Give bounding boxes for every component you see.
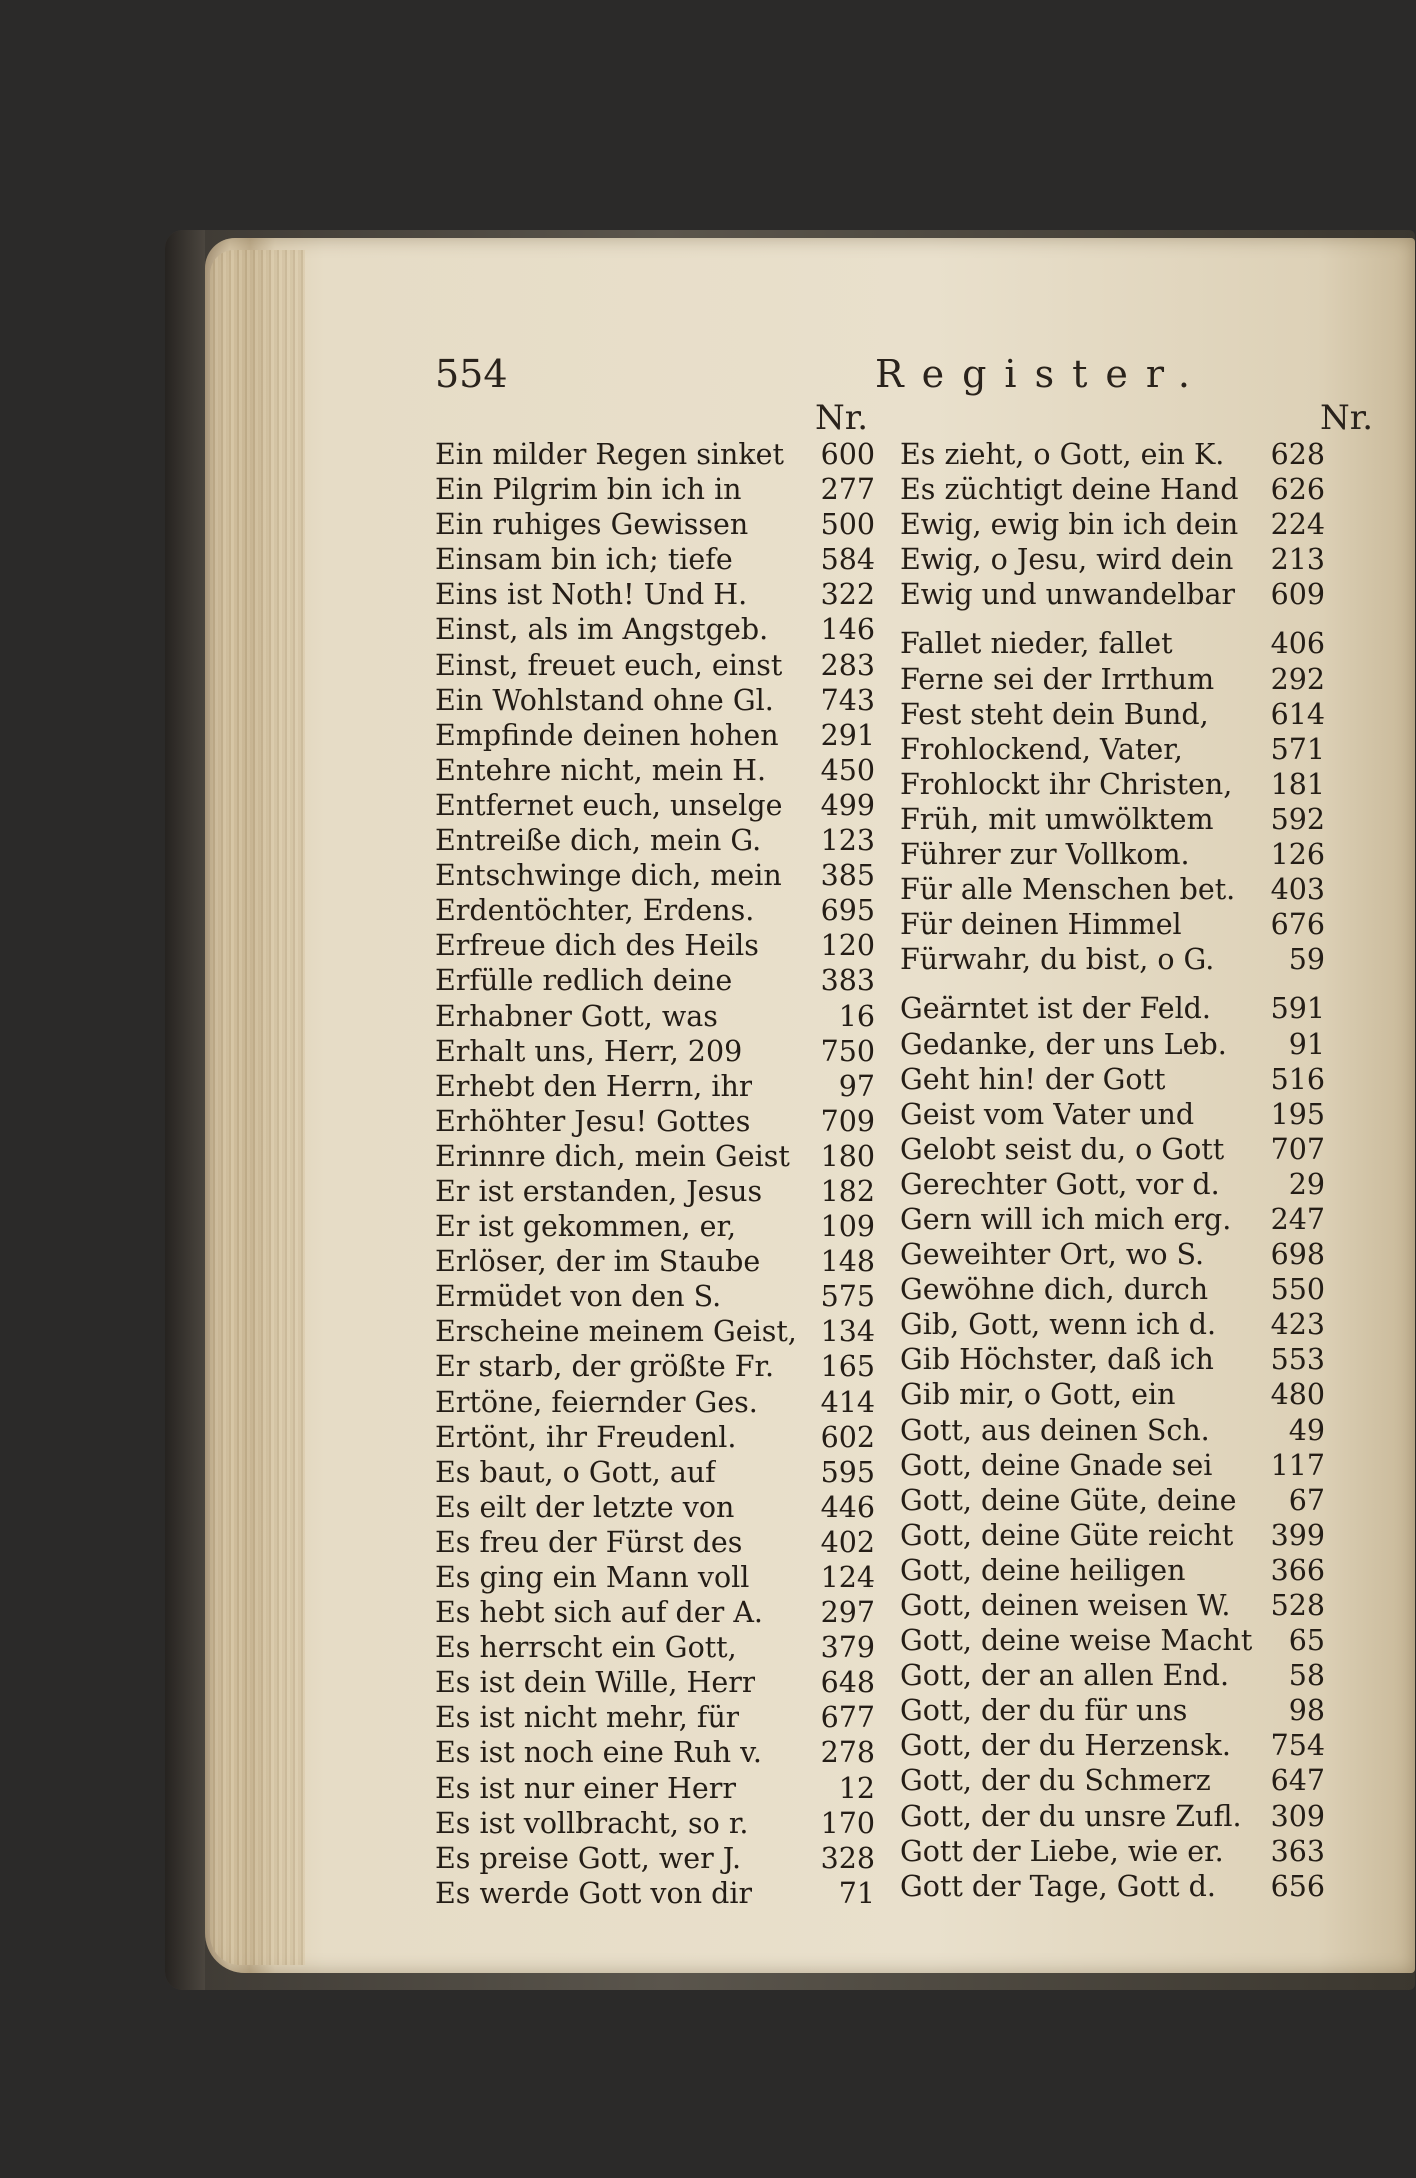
entry-number: 709 <box>820 1104 875 1138</box>
index-entry <box>435 754 875 789</box>
index-entry <box>900 1484 1325 1519</box>
entry-title: Einst, freuet euch, einst <box>435 648 783 682</box>
entry-number: 247 <box>1270 1202 1325 1236</box>
entry-title: Gewöhne dich, durch <box>900 1273 1209 1307</box>
index-entry <box>435 1386 875 1421</box>
entry-number: 677 <box>820 1701 875 1735</box>
index-entry <box>900 838 1325 873</box>
entry-title: Ferne sei der Irrthum <box>900 662 1215 696</box>
entry-number: 297 <box>820 1596 875 1630</box>
index-entry <box>900 698 1325 733</box>
entry-number: 647 <box>1270 1764 1325 1798</box>
index-entry <box>435 508 875 543</box>
index-entry <box>435 1210 875 1245</box>
index-entry <box>900 992 1325 1027</box>
entry-number: 322 <box>820 578 875 612</box>
index-entry <box>900 733 1325 768</box>
entry-number: 182 <box>820 1174 875 1208</box>
entry-title: Gott, deine weise Macht <box>900 1624 1253 1658</box>
entry-title: Gib Höchster, daß ich <box>900 1343 1214 1377</box>
entry-title: Es baut, o Gott, auf <box>435 1455 716 1489</box>
index-entry <box>435 789 875 824</box>
entry-title: Ein Wohlstand ohne Gl. <box>435 683 774 717</box>
index-entry <box>435 719 875 754</box>
entry-title: Ermüdet von den S. <box>435 1280 722 1314</box>
entry-number: 170 <box>820 1806 875 1840</box>
entry-title: Es ist noch eine Ruh v. <box>435 1736 762 1770</box>
entry-title: Erhöhter Jesu! Gottes <box>435 1104 751 1138</box>
entry-title: Ein Pilgrim bin ich in <box>435 473 742 507</box>
entry-number: 406 <box>1270 627 1325 661</box>
entry-title: Es werde Gott von dir <box>435 1876 753 1910</box>
entry-title: Gott, der an allen End. <box>900 1659 1230 1693</box>
entry-title: Es ging ein Mann voll <box>435 1561 750 1594</box>
entry-number: 516 <box>1270 1062 1325 1096</box>
page-number: 554 <box>435 352 508 396</box>
index-entry <box>435 964 875 999</box>
entry-title: Einst, als im Angstgeb. <box>435 613 769 647</box>
entry-title: Erfülle redlich deine <box>435 964 733 998</box>
index-entry <box>435 1000 875 1035</box>
entry-title: Es hebt sich auf der A. <box>435 1596 763 1630</box>
entry-title: Ertöne, feiernder Ges. <box>435 1385 758 1419</box>
entry-number: 450 <box>820 753 875 787</box>
entry-number: 292 <box>1270 662 1325 696</box>
entry-number: 363 <box>1270 1834 1325 1868</box>
index-entry <box>900 543 1325 578</box>
index-entry <box>900 1694 1325 1729</box>
entry-title: Er starb, der größte Fr. <box>435 1350 775 1384</box>
index-entry <box>435 438 875 473</box>
entry-title: Geärntet ist der Feld. <box>900 992 1211 1026</box>
entry-title: Erhalt uns, Herr, 209 <box>435 1034 743 1068</box>
entry-number: 278 <box>820 1736 875 1770</box>
entry-number: 383 <box>820 964 875 998</box>
entry-title: Es ist nicht mehr, für <box>435 1701 740 1735</box>
entry-title: Empfinde deinen hohen <box>435 718 779 752</box>
index-entry <box>435 929 875 964</box>
entry-title: Erscheine meinem Geist, <box>435 1315 797 1349</box>
index-entry <box>435 1456 875 1491</box>
entry-number: 695 <box>820 894 875 928</box>
entry-title: Es freu der Fürst des <box>435 1525 743 1559</box>
index-entry <box>900 1063 1325 1098</box>
index-entry <box>900 873 1325 908</box>
entry-number: 277 <box>820 473 875 507</box>
index-entry <box>435 1877 875 1912</box>
index-entry <box>435 649 875 684</box>
entry-number: 750 <box>820 1034 875 1068</box>
entry-number: 213 <box>1270 543 1325 577</box>
entry-title: Für deinen Himmel <box>900 908 1182 942</box>
entry-number: 124 <box>820 1561 875 1594</box>
entry-number: 676 <box>1270 908 1325 942</box>
index-entry <box>900 508 1325 543</box>
entry-title: Erdentöchter, Erdens. <box>435 894 755 928</box>
entry-number: 648 <box>820 1666 875 1700</box>
letter-gap <box>900 613 1325 627</box>
entry-title: Gott, deine Güte reicht <box>900 1518 1234 1552</box>
entry-title: Frohlockt ihr Christen, <box>900 767 1233 801</box>
entry-number: 29 <box>1288 1167 1325 1201</box>
entry-title: Es ist vollbracht, so r. <box>435 1806 749 1840</box>
index-entry <box>900 473 1325 508</box>
index-entry <box>900 1414 1325 1449</box>
entry-title: Fallet nieder, fallet <box>900 627 1173 661</box>
entry-title: Ewig, ewig bin ich dein <box>900 508 1239 542</box>
index-entry <box>435 1631 875 1666</box>
index-entry <box>900 627 1325 662</box>
entry-number: 379 <box>820 1631 875 1665</box>
entry-number: 592 <box>1270 802 1325 836</box>
book-spine <box>165 230 205 1990</box>
column-label-right: Nr. <box>1320 398 1374 438</box>
entry-number: 181 <box>1270 767 1325 801</box>
entry-title: Entfernet euch, unselge <box>435 788 783 822</box>
index-entry <box>900 1589 1325 1624</box>
entry-title: Gott, aus deinen Sch. <box>900 1413 1210 1447</box>
entry-title: Gib mir, o Gott, ein <box>900 1378 1176 1412</box>
index-entry <box>435 1561 875 1596</box>
entry-number: 71 <box>838 1876 875 1910</box>
entry-title: Geht hin! der Gott <box>900 1062 1166 1096</box>
entry-number: 59 <box>1288 943 1325 977</box>
index-entry <box>900 803 1325 838</box>
entry-number: 165 <box>820 1350 875 1384</box>
entry-number: 67 <box>1288 1483 1325 1517</box>
entry-number: 595 <box>820 1455 875 1489</box>
entry-title: Es eilt der letzte von <box>435 1490 735 1524</box>
entry-number: 500 <box>820 508 875 542</box>
entry-title: Gerechter Gott, vor d. <box>900 1167 1220 1201</box>
entry-number: 12 <box>838 1771 875 1805</box>
index-entry <box>900 1835 1325 1870</box>
index-entry <box>900 1624 1325 1659</box>
entry-number: 65 <box>1288 1624 1325 1658</box>
entry-title: Gelobt seist du, o Gott <box>900 1132 1225 1166</box>
column-label-left: Nr. <box>815 398 869 438</box>
entry-number: 423 <box>1270 1308 1325 1342</box>
page-edges <box>210 250 305 1965</box>
entry-title: Gott, deinen weisen W. <box>900 1589 1231 1622</box>
letter-gap <box>900 978 1325 992</box>
index-entry <box>900 1098 1325 1133</box>
index-entry <box>900 1028 1325 1063</box>
index-entry <box>435 578 875 613</box>
index-entry <box>900 578 1325 613</box>
entry-number: 698 <box>1270 1238 1325 1272</box>
entry-title: Entschwinge dich, mein <box>435 859 782 893</box>
entry-number: 146 <box>820 613 875 647</box>
entry-number: 16 <box>838 999 875 1033</box>
entry-number: 528 <box>1270 1589 1325 1622</box>
index-entry <box>900 1343 1325 1378</box>
index-entry <box>435 473 875 508</box>
index-entry <box>900 1870 1325 1905</box>
index-entry <box>900 1378 1325 1413</box>
entry-number: 480 <box>1270 1378 1325 1412</box>
entry-number: 626 <box>1270 473 1325 507</box>
entry-title: Früh, mit umwölktem <box>900 802 1214 836</box>
index-entry <box>435 1105 875 1140</box>
entry-title: Es ist nur einer Herr <box>435 1771 736 1805</box>
entry-number: 148 <box>820 1245 875 1279</box>
index-entry <box>900 1449 1325 1484</box>
entry-title: Einsam bin ich; tiefe <box>435 543 733 577</box>
index-entry <box>435 1140 875 1175</box>
entry-title: Erfreue dich des Heils <box>435 929 759 963</box>
entry-title: Führer zur Vollkom. <box>900 838 1190 872</box>
entry-title: Gott, deine Gnade sei <box>900 1448 1213 1482</box>
entry-number: 446 <box>820 1490 875 1524</box>
entry-number: 602 <box>820 1420 875 1454</box>
entry-number: 414 <box>820 1385 875 1419</box>
entry-title: Gib, Gott, wenn ich d. <box>900 1308 1217 1342</box>
entry-title: Geist vom Vater und <box>900 1097 1195 1131</box>
index-entry <box>435 613 875 648</box>
entry-number: 591 <box>1270 992 1325 1026</box>
register-page <box>300 240 1415 1970</box>
entry-title: Gott, deine heiligen <box>900 1553 1186 1587</box>
entry-number: 117 <box>1270 1448 1325 1482</box>
index-entry <box>900 908 1325 943</box>
entry-title: Eins ist Noth! Und H. <box>435 578 748 612</box>
entry-title: Frohlockend, Vater, <box>900 732 1183 766</box>
entry-title: Gott, der du Herzensk. <box>900 1729 1231 1763</box>
entry-number: 49 <box>1288 1413 1325 1447</box>
index-entry <box>435 1772 875 1807</box>
entry-number: 628 <box>1270 438 1325 471</box>
entry-title: Ertönt, ihr Freudenl. <box>435 1420 737 1454</box>
entry-number: 499 <box>820 788 875 822</box>
index-entry <box>900 1764 1325 1799</box>
index-entry <box>435 684 875 719</box>
entry-title: Erhebt den Herrn, ihr <box>435 1069 753 1103</box>
entry-number: 134 <box>820 1315 875 1349</box>
entry-title: Gott, der du unsre Zufl. <box>900 1799 1242 1833</box>
index-entry <box>435 1701 875 1736</box>
entry-number: 656 <box>1270 1869 1325 1903</box>
entry-number: 402 <box>820 1525 875 1559</box>
index-entry <box>435 543 875 578</box>
entry-number: 58 <box>1288 1659 1325 1693</box>
entry-title: Er ist erstanden, Jesus <box>435 1174 763 1208</box>
page-header <box>435 352 1416 412</box>
index-entry <box>435 1666 875 1701</box>
entry-number: 743 <box>820 683 875 717</box>
running-head: Register. <box>875 352 1208 396</box>
entry-title: Gott, der du Schmerz <box>900 1764 1211 1798</box>
entry-number: 399 <box>1270 1518 1325 1552</box>
entry-number: 571 <box>1270 732 1325 766</box>
entry-title: Erinnre dich, mein Geist <box>435 1139 790 1173</box>
entry-title: Ein ruhiges Gewissen <box>435 508 749 542</box>
entry-title: Gedanke, der uns Leb. <box>900 1027 1227 1061</box>
index-column-left <box>435 438 875 1912</box>
entry-title: Gern will ich mich erg. <box>900 1202 1232 1236</box>
entry-title: Es ist dein Wille, Herr <box>435 1666 756 1700</box>
index-entry <box>435 1245 875 1280</box>
index-entry <box>435 1526 875 1561</box>
index-entry <box>900 943 1325 978</box>
entry-title: Gott, der du für uns <box>900 1694 1188 1728</box>
index-entry <box>900 438 1325 473</box>
index-entry <box>435 1070 875 1105</box>
index-entry <box>435 1596 875 1631</box>
entry-number: 707 <box>1270 1132 1325 1166</box>
entry-number: 328 <box>820 1841 875 1875</box>
entry-title: Entreiße dich, mein G. <box>435 824 762 858</box>
entry-title: Fürwahr, du bist, o G. <box>900 943 1215 977</box>
entry-title: Erlöser, der im Staube <box>435 1245 761 1279</box>
index-entry <box>900 1729 1325 1764</box>
index-entry <box>435 1280 875 1315</box>
index-entry <box>900 1554 1325 1589</box>
index-entry <box>435 894 875 929</box>
entry-number: 120 <box>820 929 875 963</box>
entry-title: Gott der Tage, Gott d. <box>900 1869 1216 1903</box>
entry-title: Gott, deine Güte, deine <box>900 1483 1237 1517</box>
entry-title: Entehre nicht, mein H. <box>435 753 767 787</box>
index-entry <box>900 663 1325 698</box>
entry-title: Fest steht dein Bund, <box>900 697 1209 731</box>
entry-number: 180 <box>820 1139 875 1173</box>
index-entry <box>435 1736 875 1771</box>
entry-number: 385 <box>820 859 875 893</box>
entry-title: Ewig, o Jesu, wird dein <box>900 543 1234 577</box>
entry-title: Geweihter Ort, wo S. <box>900 1238 1205 1272</box>
index-column-right <box>900 438 1325 1905</box>
entry-number: 609 <box>1270 578 1325 612</box>
entry-number: 575 <box>820 1280 875 1314</box>
entry-number: 366 <box>1270 1553 1325 1587</box>
index-entry <box>900 1659 1325 1694</box>
entry-number: 224 <box>1270 508 1325 542</box>
index-entry <box>435 1035 875 1070</box>
entry-number: 754 <box>1270 1729 1325 1763</box>
index-entry <box>900 1800 1325 1835</box>
entry-title: Ewig und unwandelbar <box>900 578 1236 612</box>
entry-title: Ein milder Regen sinket <box>435 438 784 471</box>
entry-number: 291 <box>820 718 875 752</box>
entry-number: 97 <box>838 1069 875 1103</box>
entry-title: Es züchtigt deine Hand <box>900 473 1239 507</box>
index-entry <box>900 1133 1325 1168</box>
index-entry <box>435 824 875 859</box>
entry-title: Es preise Gott, wer J. <box>435 1841 742 1875</box>
entry-number: 91 <box>1288 1027 1325 1061</box>
entry-title: Gott der Liebe, wie er. <box>900 1834 1224 1868</box>
index-entry <box>900 768 1325 803</box>
index-entry <box>900 1238 1325 1273</box>
index-entry <box>900 1203 1325 1238</box>
entry-number: 403 <box>1270 873 1325 907</box>
entry-number: 123 <box>820 824 875 858</box>
index-entry <box>900 1519 1325 1554</box>
index-entry <box>435 859 875 894</box>
entry-number: 553 <box>1270 1343 1325 1377</box>
entry-number: 550 <box>1270 1273 1325 1307</box>
entry-title: Erhabner Gott, was <box>435 999 718 1033</box>
entry-number: 614 <box>1270 697 1325 731</box>
index-entry <box>435 1842 875 1877</box>
entry-number: 126 <box>1270 838 1325 872</box>
entry-number: 195 <box>1270 1097 1325 1131</box>
index-entry <box>435 1807 875 1842</box>
index-entry <box>435 1350 875 1385</box>
entry-number: 584 <box>820 543 875 577</box>
index-entry <box>435 1315 875 1350</box>
index-entry <box>435 1421 875 1456</box>
entry-title: Er ist gekommen, er, <box>435 1210 737 1244</box>
entry-number: 309 <box>1270 1799 1325 1833</box>
entry-title: Für alle Menschen bet. <box>900 873 1236 907</box>
entry-number: 98 <box>1288 1694 1325 1728</box>
entry-number: 600 <box>820 438 875 471</box>
entry-title: Es herrscht ein Gott, <box>435 1631 737 1665</box>
index-entry <box>900 1168 1325 1203</box>
index-entry <box>900 1273 1325 1308</box>
entry-number: 109 <box>820 1210 875 1244</box>
index-entry <box>435 1491 875 1526</box>
entry-number: 283 <box>820 648 875 682</box>
index-entry <box>900 1308 1325 1343</box>
entry-title: Es zieht, o Gott, ein K. <box>900 438 1225 471</box>
index-entry <box>435 1175 875 1210</box>
